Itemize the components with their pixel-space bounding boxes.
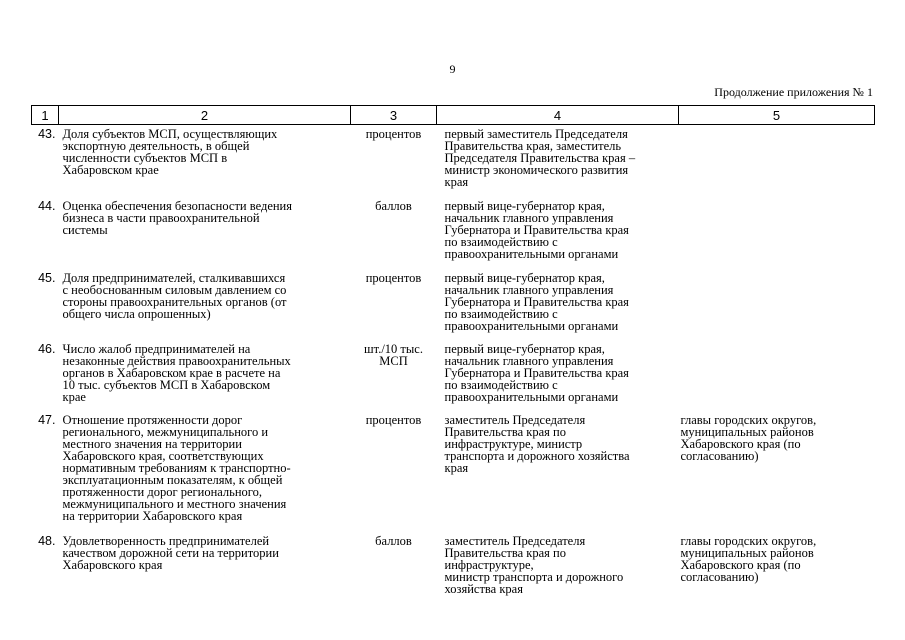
row-number: 46.	[38, 341, 56, 356]
co-executors-line: главы городских округов,	[680, 533, 817, 548]
co-executors-line: главы городских округов,	[680, 412, 817, 427]
responsible-executive-line: первый заместитель Председателя	[444, 127, 628, 141]
co-executors-line: Хабаровского края (по	[680, 557, 801, 572]
co-executors-line: Хабаровского края (по	[680, 436, 801, 451]
indicator-name-line: Хабаровского края, соответствующих	[62, 448, 264, 463]
indicator-name-line: Отношение протяженности дорог	[62, 412, 243, 427]
table-header-row	[32, 106, 875, 125]
indicator-name-line: с необоснованным силовым давлением со	[62, 282, 287, 297]
indicators-table	[31, 105, 875, 602]
indicator-name-line: Оценка обеспечения безопасности ведения	[62, 198, 292, 213]
indicator-name	[59, 125, 351, 197]
responsible-executive	[437, 411, 679, 532]
column-header: 1	[32, 106, 59, 125]
unit-of-measure	[351, 125, 437, 197]
table-row	[32, 269, 875, 340]
co-executors	[679, 411, 875, 532]
row-number: 44.	[38, 198, 56, 213]
column-header: 2	[59, 106, 351, 125]
unit-of-measure-line: процентов	[365, 127, 422, 141]
row-number: 48.	[38, 533, 56, 548]
responsible-executive-line: начальник главного управления	[444, 353, 614, 368]
responsible-executive	[437, 125, 679, 197]
responsible-executive-line: инфраструктуре, министр	[444, 436, 583, 451]
indicator-name-line: Удовлетворенность предпринимателей	[62, 533, 270, 548]
responsible-executive-line: Председателя Правительства края –	[444, 151, 636, 165]
responsible-executive-line: первый вице-губернатор края,	[444, 341, 605, 356]
responsible-executive	[437, 269, 679, 340]
unit-of-measure-line: баллов	[375, 533, 412, 548]
responsible-executive-line: Губернатора и Правительства края	[444, 294, 629, 309]
indicator-name-line: незаконные действия правоохранительных	[62, 353, 291, 368]
indicator-name-line: бизнеса в части правоохранительной	[62, 210, 260, 225]
page-number: 9	[449, 62, 456, 76]
responsible-executive-line: Правительства края по	[444, 424, 566, 439]
responsible-executive-line: Губернатора и Правительства края	[444, 222, 629, 237]
indicator-name	[59, 411, 351, 532]
responsible-executive-line: Правительства края по	[444, 545, 566, 560]
indicator-name	[59, 532, 351, 602]
indicator-name-line: экспортную деятельность, в общей	[62, 139, 250, 153]
indicator-name-line: Число жалоб предпринимателей на	[62, 341, 251, 356]
co-executors-line: согласованию)	[680, 448, 759, 463]
unit-of-measure-line: шт./10 тыс.	[364, 341, 423, 356]
unit-of-measure-line: баллов	[375, 198, 412, 213]
indicator-name-line: нормативным требованиям к транспортно-	[62, 460, 291, 475]
indicator-name-line: межмуниципального и местного значения	[62, 496, 287, 511]
responsible-executive	[437, 532, 679, 602]
co-executors	[679, 125, 875, 197]
responsible-executive-line: министр транспорта и дорожного	[444, 569, 624, 584]
unit-of-measure	[351, 340, 437, 411]
co-executors	[679, 197, 875, 269]
responsible-executive	[437, 197, 679, 269]
responsible-executive-line: по взаимодействию с	[444, 306, 558, 321]
unit-of-measure	[351, 532, 437, 602]
responsible-executive-line: начальник главного управления	[444, 282, 614, 297]
responsible-executive-line: хозяйства края	[444, 581, 523, 596]
unit-of-measure-line: процентов	[365, 412, 422, 427]
unit-of-measure-line: процентов	[365, 270, 422, 285]
appendix-continuation-label: Продолжение приложения № 1	[714, 85, 873, 99]
indicator-name-line: 10 тыс. субъектов МСП в Хабаровском	[62, 377, 271, 392]
responsible-executive-line: первый вице-губернатор края,	[444, 198, 605, 213]
co-executors	[679, 340, 875, 411]
indicator-name-line: общего числа опрошенных)	[62, 306, 211, 321]
responsible-executive-line: правоохранительными органами	[444, 246, 619, 261]
co-executors-line: муниципальных районов	[680, 545, 814, 560]
column-header: 4	[437, 106, 679, 125]
indicator-name-line: численности субъектов МСП в	[62, 151, 228, 165]
responsible-executive	[437, 340, 679, 411]
responsible-executive-line: края	[444, 460, 469, 475]
co-executors-line: согласованию)	[680, 569, 759, 584]
row-number: 47.	[38, 412, 56, 427]
indicator-name-line: эксплуатационным показателям, к общей	[62, 472, 283, 487]
responsible-executive-line: правоохранительными органами	[444, 389, 619, 404]
indicator-name-line: Хабаровском крае	[62, 163, 159, 177]
co-executors	[679, 532, 875, 602]
indicator-name-line: регионального, межмуниципального и	[62, 424, 269, 439]
table-row	[32, 340, 875, 411]
responsible-executive-line: Правительства края, заместитель	[444, 139, 622, 153]
indicator-name-line: местного значения на территории	[62, 436, 242, 451]
responsible-executive-line: по взаимодействию с	[444, 234, 558, 249]
responsible-executive-line: министр экономического развития	[444, 163, 629, 177]
indicator-name	[59, 269, 351, 340]
indicator-name-line: Хабаровского края	[62, 557, 163, 572]
responsible-executive-line: начальник главного управления	[444, 210, 614, 225]
indicator-name-line: стороны правоохранительных органов (от	[62, 294, 287, 309]
unit-of-measure	[351, 197, 437, 269]
table-row	[32, 532, 875, 602]
column-header: 3	[351, 106, 437, 125]
responsible-executive-line: края	[444, 175, 469, 189]
indicator-name-line: органов в Хабаровском крае в расчете на	[62, 365, 281, 380]
co-executors	[679, 269, 875, 340]
responsible-executive-line: инфраструктуре,	[444, 557, 534, 572]
table-row	[32, 125, 875, 197]
column-header: 5	[679, 106, 875, 125]
responsible-executive-line: транспорта и дорожного хозяйства	[444, 448, 630, 463]
indicator-name	[59, 340, 351, 411]
responsible-executive-line: по взаимодействию с	[444, 377, 558, 392]
table-row	[32, 411, 875, 532]
row-number: 45.	[38, 270, 56, 285]
unit-of-measure	[351, 411, 437, 532]
co-executors-line: муниципальных районов	[680, 424, 814, 439]
responsible-executive-line: первый вице-губернатор края,	[444, 270, 605, 285]
indicator-name	[59, 197, 351, 269]
indicator-name-line: крае	[62, 389, 86, 404]
indicator-name-line: Доля предпринимателей, сталкивавшихся	[62, 270, 286, 285]
row-number: 43.	[38, 127, 56, 141]
indicator-name-line: на территории Хабаровского края	[62, 508, 243, 523]
responsible-executive-line: правоохранительными органами	[444, 318, 619, 333]
indicator-name-line: качеством дорожной сети на территории	[62, 545, 279, 560]
indicator-name-line: системы	[62, 222, 108, 237]
responsible-executive-line: Губернатора и Правительства края	[444, 365, 629, 380]
unit-of-measure-line: МСП	[379, 353, 408, 368]
responsible-executive-line: заместитель Председателя	[444, 533, 586, 548]
responsible-executive-line: заместитель Председателя	[444, 412, 586, 427]
indicator-name-line: Доля субъектов МСП, осуществляющих	[62, 127, 278, 141]
indicator-name-line: протяженности дорог регионального,	[62, 484, 262, 499]
table-row	[32, 197, 875, 269]
unit-of-measure	[351, 269, 437, 340]
